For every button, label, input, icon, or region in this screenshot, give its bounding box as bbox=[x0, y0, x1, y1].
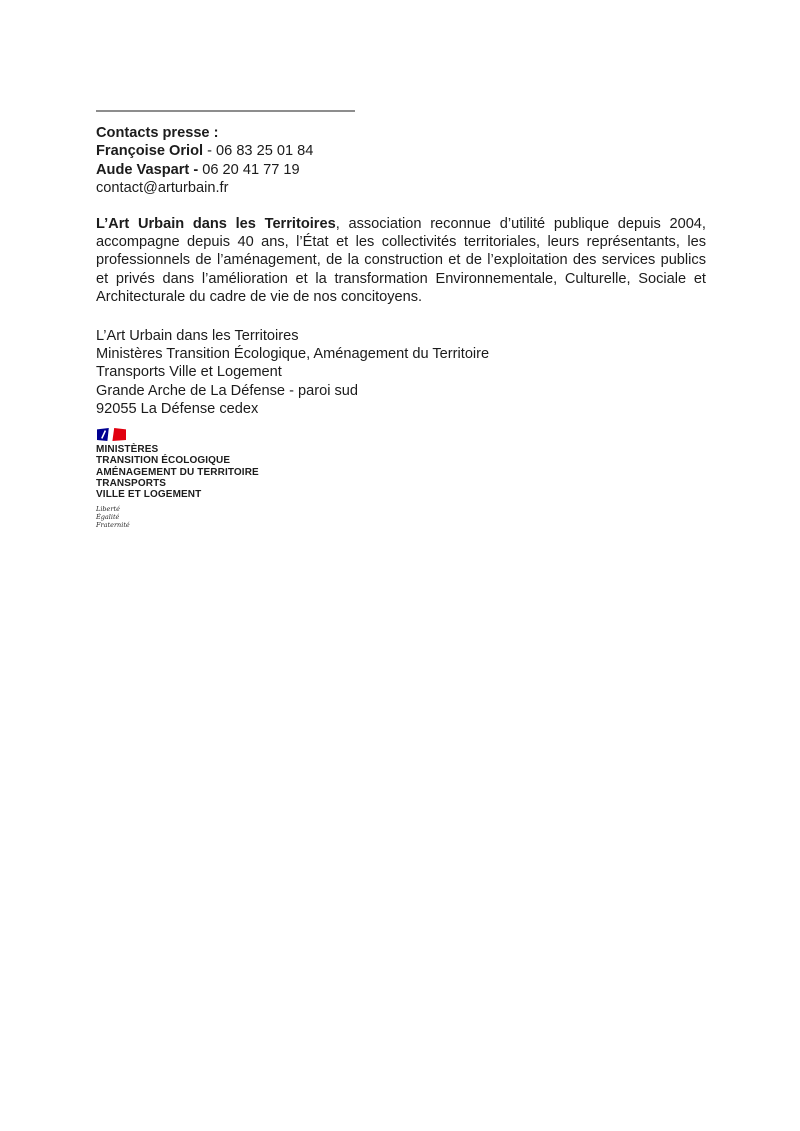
ministry-title-line: TRANSPORTS bbox=[96, 477, 167, 489]
association-description-paragraph bbox=[96, 215, 706, 307]
contact-line bbox=[96, 142, 705, 160]
press-contacts-block bbox=[96, 124, 705, 198]
divider-line bbox=[96, 110, 355, 112]
contact-phone: - 06 83 25 01 84 bbox=[203, 143, 314, 160]
contact-phone: 06 20 41 77 19 bbox=[202, 161, 300, 178]
press-contacts-heading: Contacts presse : bbox=[96, 125, 219, 141]
association-description-body: , association reconnue d’utilité publique depuis 2004, accompagne depuis 40 ans, l’État et les collectivités territoriales, leurs représentants, les professionnels de l’aménagement, de la construction et de l’exploitation des services publics et privés dans l’amélioration et la transformation Environnementale, Culturelle, Sociale et Architecturale du cadre de vie de nos concitoyens. bbox=[96, 215, 706, 306]
address-line: 92055 La Défense cedex bbox=[96, 401, 259, 418]
motto-line: Égalité bbox=[96, 512, 120, 521]
contact-line bbox=[96, 161, 705, 179]
address-line: Grande Arche de La Défense - paroi sud bbox=[96, 382, 359, 399]
contact-email: contact@arturbain.fr bbox=[96, 180, 229, 197]
government-logo-block bbox=[96, 428, 705, 529]
association-name-lead: L’Art Urbain dans les Territoires bbox=[96, 215, 336, 232]
postal-address-block bbox=[96, 327, 705, 419]
address-line: Ministères Transition Écologique, Aménagement du Territoire bbox=[96, 346, 490, 363]
contact-name: Françoise Oriol bbox=[96, 143, 204, 160]
ministry-title-line: MINISTÈRES bbox=[96, 443, 159, 455]
document-page bbox=[0, 0, 800, 529]
address-line: L’Art Urbain dans les Territoires bbox=[96, 327, 299, 344]
ministry-title-line: AMÉNAGEMENT DU TERRITOIRE bbox=[96, 466, 259, 478]
address-line: Transports Ville et Logement bbox=[96, 364, 282, 381]
ministry-title-block bbox=[96, 444, 705, 501]
french-flag-icon bbox=[97, 428, 126, 441]
ministry-title-line: VILLE ET LOGEMENT bbox=[96, 489, 202, 501]
republic-motto-block bbox=[96, 505, 705, 529]
contact-name: Aude Vaspart - bbox=[96, 161, 203, 178]
motto-line: Fraternité bbox=[96, 520, 130, 529]
motto-line: Liberté bbox=[96, 504, 120, 513]
ministry-title-line: TRANSITION ÉCOLOGIQUE bbox=[96, 455, 231, 467]
